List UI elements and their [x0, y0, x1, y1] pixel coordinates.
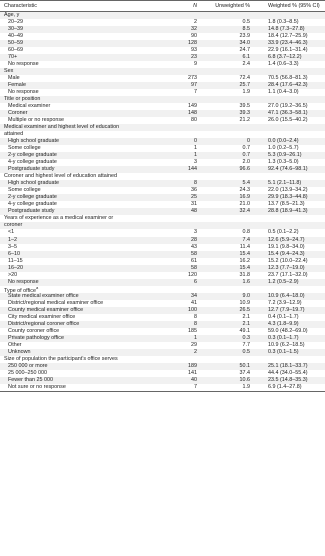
cell-n: 58 [191, 264, 197, 271]
cell-unweighted: 2.1 [242, 320, 250, 327]
cell-weighted: 23.7 (17.1–32.0) [268, 271, 308, 278]
table-row [0, 307, 325, 314]
cell-unweighted: 1.9 [242, 89, 250, 96]
header-weighted: Weighted % (95% CI) [268, 3, 320, 9]
cell-weighted: 6.8 (3.7–12.2) [268, 54, 302, 61]
cell-weighted: 26.0 (15.5–40.2) [268, 117, 308, 124]
row-label: Postgraduate study [8, 166, 55, 173]
cell-n: 141 [188, 369, 197, 376]
table-row [0, 82, 325, 89]
cell-n: 93 [191, 47, 197, 54]
table-row [0, 26, 325, 33]
table-row [0, 103, 325, 110]
cell-n: 189 [188, 362, 197, 369]
row-label: Male [8, 75, 20, 82]
section-heading: coroner [4, 222, 23, 229]
cell-n: 1 [194, 334, 197, 341]
section-heading-row [0, 356, 325, 363]
cell-unweighted: 0.7 [242, 152, 250, 159]
table-row [0, 138, 325, 145]
cell-weighted: 47.1 (36.3–58.1) [268, 110, 308, 117]
cell-unweighted: 1.9 [242, 383, 250, 390]
section-heading: Years of experience as a medical examiner or [4, 215, 114, 222]
row-label: Some college [8, 145, 41, 152]
cell-unweighted: 0.5 [242, 19, 250, 26]
table-row [0, 314, 325, 321]
table-row [0, 293, 325, 300]
header-characteristic: Characteristic [4, 3, 37, 9]
table-row [0, 258, 325, 265]
row-label: Coroner [8, 110, 28, 117]
cell-unweighted: 1.6 [242, 278, 250, 285]
cell-weighted: 59.0 (48.2–69.0) [268, 327, 308, 334]
row-label: County coroner office [8, 327, 60, 334]
row-label: District/regional coroner office [8, 320, 80, 327]
table-row [0, 370, 325, 377]
cell-weighted: 15.4 (9.4–24.3) [268, 250, 305, 257]
cell-weighted: 28.8 (18.9–41.3) [268, 208, 308, 215]
cell-weighted: 25.1 (18.1–33.7) [268, 362, 308, 369]
cell-n: 8 [194, 180, 197, 187]
cell-unweighted: 8.5 [242, 26, 250, 33]
row-label: 40–49 [8, 33, 23, 40]
row-label: 60–69 [8, 47, 23, 54]
table-row [0, 19, 325, 26]
cell-n: 28 [191, 236, 197, 243]
cell-unweighted: 11.4 [239, 243, 250, 250]
cell-weighted: 1.1 (0.4–3.0) [268, 89, 299, 96]
section-heading: attained [4, 131, 24, 138]
row-label: <1 [8, 229, 15, 236]
cell-unweighted: 0.3 [242, 334, 250, 341]
row-label: Not sure or no response [8, 383, 66, 390]
cell-weighted: 0.5 (0.1–2.2) [268, 229, 299, 236]
table-row [0, 321, 325, 328]
section-heading: Size of population the participant’s office serves [4, 355, 118, 362]
cell-n: 1 [194, 145, 197, 152]
cell-n: 29 [191, 341, 197, 348]
section-heading: Medical examiner and highest level of education [4, 124, 120, 131]
cell-unweighted: 10.9 [239, 299, 250, 306]
cell-weighted: 12.7 (7.9–19.7) [268, 306, 305, 313]
table-row [0, 342, 325, 349]
table-row [0, 328, 325, 335]
cell-unweighted: 2.4 [242, 61, 250, 68]
cell-weighted: 12.3 (7.7–19.0) [268, 264, 305, 271]
table-row [0, 166, 325, 173]
cell-n: 48 [191, 208, 197, 215]
cell-weighted: 0.3 (0.1–1.5) [268, 348, 299, 355]
section-heading-row [0, 96, 325, 103]
table-row [0, 54, 325, 61]
cell-unweighted: 72.4 [239, 75, 250, 82]
table-row [0, 117, 325, 124]
cell-weighted: 44.4 (34.0–55.4) [268, 369, 308, 376]
row-label: 6–10 [8, 250, 20, 257]
cell-weighted: 0.0 (0.0–2.4) [268, 138, 299, 145]
cell-n: 90 [191, 33, 197, 40]
table-header [0, 0, 325, 12]
row-label: Private pathology office [8, 334, 64, 341]
table-row [0, 384, 325, 391]
table-row [0, 180, 325, 187]
cell-weighted: 15.2 (10.0–22.4) [268, 257, 308, 264]
cell-unweighted: 7.4 [242, 236, 250, 243]
row-label: Fewer than 25 000 [8, 376, 53, 383]
cell-unweighted: 5.4 [242, 180, 250, 187]
cell-weighted: 29.9 (18.3–44.8) [268, 194, 308, 201]
table-row [0, 47, 325, 54]
row-label: City medical examiner office [8, 313, 76, 320]
cell-unweighted: 16.9 [239, 194, 250, 201]
table-row [0, 244, 325, 251]
cell-n: 31 [191, 201, 197, 208]
table-row [0, 194, 325, 201]
cell-n: 61 [191, 257, 197, 264]
cell-weighted: 18.4 (12.7–25.9) [268, 33, 308, 40]
table-row [0, 272, 325, 279]
cell-weighted: 28.4 (17.6–42.3) [268, 82, 308, 89]
row-label: State medical examiner office [8, 292, 79, 299]
cell-n: 34 [191, 292, 197, 299]
cell-n: 80 [191, 117, 197, 124]
table-row [0, 377, 325, 384]
section-heading-row [0, 215, 325, 222]
cell-unweighted: 2.0 [242, 159, 250, 166]
cell-unweighted: 24.3 [239, 187, 250, 194]
cell-unweighted: 10.6 [239, 376, 250, 383]
table-row [0, 187, 325, 194]
row-label: 20–29 [8, 19, 23, 26]
section-heading: Sex [4, 68, 14, 75]
cell-n: 36 [191, 187, 197, 194]
cell-weighted: 22.0 (13.9–34.2) [268, 187, 308, 194]
cell-unweighted: 2.1 [242, 313, 250, 320]
cell-unweighted: 21.0 [239, 201, 250, 208]
row-label: No response [8, 89, 39, 96]
cell-n: 2 [194, 19, 197, 26]
table-row [0, 40, 325, 47]
row-label: Unknown [8, 348, 31, 355]
cell-weighted: 14.8 (7.3–27.8) [268, 26, 305, 33]
row-label: District/regional medical examiner office [8, 299, 104, 306]
row-label: High school graduate [8, 180, 59, 187]
section-heading: Title or position [4, 96, 41, 103]
cell-n: 97 [191, 82, 197, 89]
cell-n: 25 [191, 194, 197, 201]
table-row [0, 33, 325, 40]
cell-n: 6 [194, 278, 197, 285]
cell-n: 185 [188, 327, 197, 334]
table-row [0, 208, 325, 215]
row-label: High school graduate [8, 138, 59, 145]
row-label: No response [8, 278, 39, 285]
table-row [0, 159, 325, 166]
table-row [0, 229, 325, 236]
cell-unweighted: 7.7 [242, 341, 250, 348]
cell-n: 120 [188, 271, 197, 278]
cell-unweighted: 24.7 [239, 47, 250, 54]
cell-n: 43 [191, 243, 197, 250]
cell-n: 273 [188, 75, 197, 82]
table-row [0, 89, 325, 96]
row-label: 11–15 [8, 257, 23, 264]
cell-unweighted: 39.3 [239, 110, 250, 117]
section-heading-row [0, 222, 325, 229]
row-label: 250 000 or more [8, 362, 48, 369]
row-label: Female [8, 82, 26, 89]
section-heading-row [0, 68, 325, 75]
cell-n: 58 [191, 250, 197, 257]
cell-weighted: 0.3 (0.1–1.7) [268, 334, 299, 341]
row-label: 1–2 [8, 236, 17, 243]
cell-n: 8 [194, 320, 197, 327]
cell-weighted: 1.0 (0.2–5.7) [268, 145, 299, 152]
section-heading-row [0, 131, 325, 138]
cell-n: 41 [191, 299, 197, 306]
cell-unweighted: 26.5 [239, 306, 250, 313]
cell-unweighted: 15.4 [239, 250, 250, 257]
table-row [0, 61, 325, 68]
row-label: >20 [8, 271, 18, 278]
cell-unweighted: 50.1 [239, 362, 250, 369]
row-label: Other [8, 341, 22, 348]
cell-weighted: 13.7 (8.5–21.3) [268, 201, 305, 208]
cell-weighted: 27.0 (19.2–36.5) [268, 103, 308, 110]
cell-n: 1 [194, 152, 197, 159]
cell-weighted: 5.1 (2.1–11.8) [268, 180, 302, 187]
section-heading: Age, y [4, 12, 20, 18]
cell-weighted: 19.1 (9.8–34.0) [268, 243, 305, 250]
cell-unweighted: 37.4 [239, 369, 250, 376]
row-label: 30–39 [8, 26, 23, 33]
cell-weighted: 1.3 (0.3–5.0) [268, 159, 299, 166]
section-heading-row [0, 124, 325, 131]
cell-weighted: 7.2 (3.9–12.9) [268, 299, 302, 306]
cell-weighted: 10.9 (6.4–18.0) [268, 292, 305, 299]
cell-unweighted: 34.0 [239, 40, 250, 47]
cell-unweighted: 6.1 [242, 54, 250, 61]
cell-n: 8 [194, 313, 197, 320]
cell-weighted: 4.3 (1.8–9.9) [268, 320, 299, 327]
table-row [0, 349, 325, 356]
table-row [0, 363, 325, 370]
cell-unweighted: 25.7 [239, 82, 250, 89]
row-label: 16–20 [8, 264, 23, 271]
cell-weighted: 1.4 (0.6–3.3) [268, 61, 299, 68]
cell-unweighted: 39.5 [239, 103, 250, 110]
table-row [0, 335, 325, 342]
cell-n: 0 [194, 138, 197, 145]
cell-weighted: 6.9 (1.4–27.8) [268, 383, 302, 390]
cell-n: 9 [194, 61, 197, 68]
table-row [0, 251, 325, 258]
row-label: Some college [8, 187, 41, 194]
cell-weighted: 92.4 (74.6–98.1) [268, 166, 308, 173]
cell-n: 3 [194, 229, 197, 236]
cell-weighted: 12.6 (5.9–24.7) [268, 236, 305, 243]
cell-weighted: 23.5 (14.8–35.3) [268, 376, 308, 383]
header-n: N [193, 3, 197, 9]
row-label: No response [8, 61, 39, 68]
section-heading-row [0, 286, 325, 293]
table-row [0, 265, 325, 272]
row-label: County medical examiner office [8, 306, 84, 313]
cell-weighted: 5.3 (0.9–26.1) [268, 152, 302, 159]
cell-unweighted: 9.0 [242, 292, 250, 299]
cell-unweighted: 0.5 [242, 348, 250, 355]
cell-weighted: 70.5 (56.8–81.3) [268, 75, 308, 82]
cell-weighted: 10.9 (6.2–18.5) [268, 341, 305, 348]
row-label: 4-y college graduate [8, 159, 57, 166]
row-label: 50–59 [8, 40, 23, 47]
cell-unweighted: 32.4 [239, 208, 250, 215]
section-heading: Type of office$^a$ [4, 284, 39, 294]
table-row [0, 145, 325, 152]
cell-n: 7 [194, 89, 197, 96]
table-row [0, 237, 325, 244]
cell-weighted: 22.9 (16.1–31.4) [268, 47, 308, 54]
cell-n: 40 [191, 376, 197, 383]
cell-n: 148 [188, 110, 197, 117]
cell-weighted: 33.9 (23.4–46.3) [268, 40, 308, 47]
table-bottom-rule [0, 391, 325, 392]
cell-unweighted: 0.7 [242, 145, 250, 152]
cell-unweighted: 23.9 [239, 33, 250, 40]
header-unweighted: Unweighted % [215, 3, 250, 9]
cell-n: 7 [194, 383, 197, 390]
cell-unweighted: 21.2 [239, 117, 250, 124]
row-label: 2-y college graduate [8, 194, 57, 201]
section-heading-row [0, 173, 325, 180]
row-label: 4-y college graduate [8, 201, 57, 208]
cell-unweighted: 0.8 [242, 229, 250, 236]
cell-weighted: 0.4 (0.1–1.7) [268, 313, 299, 320]
cell-unweighted: 31.8 [239, 271, 250, 278]
cell-n: 144 [188, 166, 197, 173]
cell-n: 23 [191, 54, 197, 61]
cell-n: 128 [188, 40, 197, 47]
table-row [0, 300, 325, 307]
row-label: 3–5 [8, 243, 17, 250]
row-label: 25 000–250 000 [8, 369, 47, 376]
cell-unweighted: 0 [247, 138, 250, 145]
cell-n: 2 [194, 348, 197, 355]
row-label: Multiple or no response [8, 117, 65, 124]
cell-weighted: 1.8 (0.3–8.5) [268, 19, 299, 26]
row-label: 2-y college graduate [8, 152, 57, 159]
row-label: Medical examiner [8, 103, 51, 110]
table-body [0, 12, 325, 391]
section-heading: Coroner and highest level of education attained [4, 173, 117, 180]
cell-unweighted: 96.6 [239, 166, 250, 173]
cell-unweighted: 49.1 [239, 327, 250, 334]
cell-n: 149 [188, 103, 197, 110]
section-heading-row [0, 12, 325, 19]
cell-unweighted: 15.4 [239, 264, 250, 271]
row-label: 70+ [8, 54, 18, 61]
table-row [0, 110, 325, 117]
cell-n: 32 [191, 26, 197, 33]
cell-weighted: 1.2 (0.5–2.9) [268, 278, 299, 285]
table-row [0, 201, 325, 208]
footnote-marker: a [35, 284, 39, 290]
cell-unweighted: 16.2 [239, 257, 250, 264]
table-row [0, 152, 325, 159]
cell-n: 100 [188, 306, 197, 313]
table-row [0, 75, 325, 82]
cell-n: 3 [194, 159, 197, 166]
row-label: Postgraduate study [8, 208, 55, 215]
